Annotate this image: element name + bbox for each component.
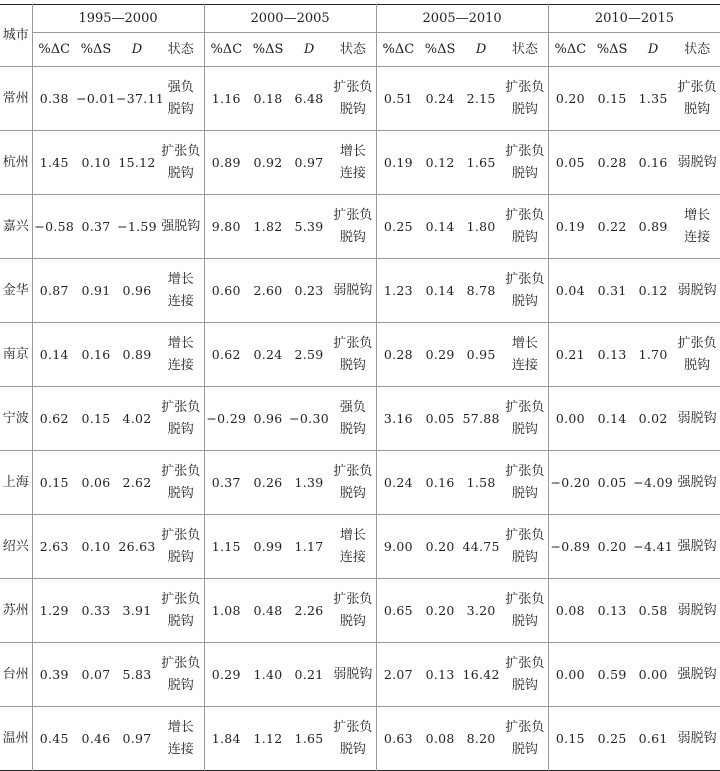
table-row xyxy=(0,387,720,451)
pct-delta-c-cell: 0.14 xyxy=(32,323,76,387)
table-row xyxy=(0,67,720,131)
state-cell: 弱脱钩 xyxy=(330,643,376,707)
pct-delta-c-cell: 0.63 xyxy=(383,730,413,746)
decoupling-index-cell: 0.21 xyxy=(288,643,330,707)
pct-delta-s-cell: 0.59 xyxy=(592,643,632,707)
state-cell: 扩张负 脱钩 xyxy=(502,131,548,195)
decoupling-index-cell: 44.75 xyxy=(460,515,502,579)
pct-delta-c-cell: 9.80 xyxy=(204,195,248,259)
pct-delta-c-header: %ΔC xyxy=(548,33,592,67)
pct-delta-c-cell: 0.45 xyxy=(39,730,69,746)
decoupling-index-cell: 2.26 xyxy=(288,579,330,643)
pct-delta-s-cell: 0.22 xyxy=(592,195,632,259)
pct-delta-c-cell: 0.25 xyxy=(376,195,420,259)
state-header: 状态 xyxy=(502,33,548,67)
pct-delta-c-cell: −0.58 xyxy=(32,195,76,259)
pct-delta-c-cell: 1.15 xyxy=(204,515,248,579)
pct-delta-s-cell: 0.14 xyxy=(420,259,460,323)
decoupling-index-cell: 0.12 xyxy=(632,259,674,323)
decoupling-index-cell: 2.62 xyxy=(116,451,158,515)
city-cell: 绍兴 xyxy=(0,515,32,579)
decoupling-index-cell: −4.41 xyxy=(632,515,674,579)
state-cell: 强负 脱钩 xyxy=(330,387,376,451)
decoupling-index-header: D xyxy=(460,33,502,67)
pct-delta-s-header: %ΔS xyxy=(592,33,632,67)
pct-delta-c-cell: 0.87 xyxy=(32,259,76,323)
state-cell: 增长 连接 xyxy=(330,131,376,195)
pct-delta-c-cell: 0.37 xyxy=(204,451,248,515)
decoupling-index-cell: 4.02 xyxy=(116,387,158,451)
state-cell: 扩张负 脱钩 xyxy=(158,387,204,451)
state-cell: 增长 连接 xyxy=(330,515,376,579)
decoupling-index-cell: 57.88 xyxy=(460,387,502,451)
state-cell: 增长 连接 xyxy=(158,323,204,387)
pct-delta-c-cell: −0.20 xyxy=(548,451,592,515)
pct-delta-s-cell: 0.20 xyxy=(420,579,460,643)
pct-delta-c-cell: 1.29 xyxy=(32,579,76,643)
decoupling-index-cell: 0.00 xyxy=(632,643,674,707)
state-cell: 弱脱钩 xyxy=(674,579,720,643)
pct-delta-c-header: %ΔC xyxy=(376,33,420,67)
state-cell: 扩张负 脱钩 xyxy=(674,323,720,387)
pct-delta-c-cell: 0.19 xyxy=(548,195,592,259)
state-cell: 扩张负 脱钩 xyxy=(674,67,720,131)
pct-delta-s-cell: 0.91 xyxy=(76,259,116,323)
state-cell: 弱脱钩 xyxy=(674,131,720,195)
pct-delta-s-cell: 0.15 xyxy=(592,67,632,131)
decoupling-index-cell: 0.58 xyxy=(632,579,674,643)
decoupling-index-cell: 8.78 xyxy=(460,259,502,323)
pct-delta-s-cell: 1.40 xyxy=(248,643,288,707)
pct-delta-c-cell: 0.28 xyxy=(376,323,420,387)
pct-delta-c-cell: 2.63 xyxy=(32,515,76,579)
pct-delta-c-cell: 0.05 xyxy=(548,131,592,195)
decoupling-index-cell: 0.95 xyxy=(460,323,502,387)
decoupling-index-header: D xyxy=(632,33,674,67)
pct-delta-c-cell: 0.00 xyxy=(548,387,592,451)
pct-delta-c-cell: −0.29 xyxy=(204,387,248,451)
pct-delta-c-cell: 1.08 xyxy=(204,579,248,643)
state-cell: 弱脱钩 xyxy=(674,259,720,323)
pct-delta-s-cell: 0.13 xyxy=(592,323,632,387)
state-cell: 扩张负 脱钩 xyxy=(158,131,204,195)
pct-delta-s-cell: 0.24 xyxy=(248,323,288,387)
decoupling-table xyxy=(0,4,720,771)
decoupling-index-cell: 2.59 xyxy=(288,323,330,387)
table-body xyxy=(0,67,720,771)
city-column-header: 城市 xyxy=(0,5,32,67)
pct-delta-s-cell: 0.29 xyxy=(420,323,460,387)
decoupling-index-cell: 1.35 xyxy=(632,67,674,131)
city-cell: 上海 xyxy=(0,451,32,515)
pct-delta-s-cell: 0.13 xyxy=(420,643,460,707)
city-cell: 苏州 xyxy=(0,579,32,643)
table-row xyxy=(0,323,720,387)
pct-delta-c-cell: 0.20 xyxy=(548,67,592,131)
pct-delta-s-cell: 2.60 xyxy=(248,259,288,323)
table-row xyxy=(0,515,720,579)
pct-delta-s-cell: 0.96 xyxy=(248,387,288,451)
state-cell: 弱脱钩 xyxy=(330,259,376,323)
pct-delta-c-cell: 3.16 xyxy=(376,387,420,451)
pct-delta-s-cell: 0.24 xyxy=(420,67,460,131)
period-header: 1995—2000 xyxy=(32,5,204,33)
pct-delta-c-cell: 0.15 xyxy=(555,730,585,746)
pct-delta-s-cell: 0.25 xyxy=(597,730,627,746)
decoupling-index-cell: 26.63 xyxy=(116,515,158,579)
pct-delta-c-cell: 0.21 xyxy=(548,323,592,387)
pct-delta-s-cell: 0.18 xyxy=(248,67,288,131)
decoupling-index-cell: −1.59 xyxy=(116,195,158,259)
state-cell: 扩张负 脱钩 xyxy=(330,451,376,515)
state-cell: 扩张负 脱钩 xyxy=(158,643,204,707)
pct-delta-s-cell: 0.31 xyxy=(592,259,632,323)
city-cell: 金华 xyxy=(0,259,32,323)
pct-delta-c-cell: 0.89 xyxy=(204,131,248,195)
decoupling-index-cell: 6.48 xyxy=(288,67,330,131)
period-header: 2000—2005 xyxy=(204,5,376,33)
pct-delta-s-cell: 1.82 xyxy=(248,195,288,259)
pct-delta-s-cell: 0.99 xyxy=(248,515,288,579)
decoupling-index-cell: 8.20 xyxy=(466,730,496,746)
decoupling-index-cell: 5.39 xyxy=(288,195,330,259)
decoupling-index-header: D xyxy=(116,33,158,67)
pct-delta-c-cell: 0.08 xyxy=(548,579,592,643)
pct-delta-c-cell: 1.84 xyxy=(211,730,241,746)
pct-delta-c-cell: 0.38 xyxy=(32,67,76,131)
pct-delta-s-header: %ΔS xyxy=(76,33,116,67)
state-cell: 扩张负 脱钩 xyxy=(502,707,548,771)
pct-delta-c-cell: 1.16 xyxy=(204,67,248,131)
decoupling-index-cell: 2.15 xyxy=(460,67,502,131)
pct-delta-s-cell: 0.16 xyxy=(420,451,460,515)
pct-delta-c-cell: 1.23 xyxy=(376,259,420,323)
pct-delta-c-cell: 0.04 xyxy=(548,259,592,323)
pct-delta-s-cell: 0.15 xyxy=(76,387,116,451)
pct-delta-s-cell: 0.28 xyxy=(592,131,632,195)
city-cell: 杭州 xyxy=(0,131,32,195)
decoupling-index-cell: 3.91 xyxy=(116,579,158,643)
decoupling-index-cell: 3.20 xyxy=(460,579,502,643)
table-row xyxy=(0,131,720,195)
city-cell: 温州 xyxy=(0,707,32,771)
pct-delta-s-cell: 0.92 xyxy=(248,131,288,195)
state-cell: 扩张负 脱钩 xyxy=(330,323,376,387)
decoupling-index-cell: 0.02 xyxy=(632,387,674,451)
pct-delta-c-cell: 0.60 xyxy=(204,259,248,323)
state-cell: 扩张负 脱钩 xyxy=(330,67,376,131)
city-cell: 台州 xyxy=(0,643,32,707)
decoupling-index-cell: −0.30 xyxy=(288,387,330,451)
pct-delta-s-cell: 0.10 xyxy=(76,515,116,579)
pct-delta-s-cell: 0.05 xyxy=(420,387,460,451)
decoupling-index-cell: 1.58 xyxy=(460,451,502,515)
decoupling-index-cell: 1.65 xyxy=(460,131,502,195)
state-cell: 扩张负 脱钩 xyxy=(158,451,204,515)
decoupling-index-cell: −4.09 xyxy=(632,451,674,515)
table-row xyxy=(0,451,720,515)
decoupling-index-cell: 0.89 xyxy=(116,323,158,387)
state-cell: 扩张负 脱钩 xyxy=(502,67,548,131)
pct-delta-c-cell: 0.62 xyxy=(204,323,248,387)
state-cell: 扩张负 脱钩 xyxy=(330,707,376,771)
pct-delta-c-header: %ΔC xyxy=(32,33,76,67)
decoupling-index-cell: 16.42 xyxy=(460,643,502,707)
pct-delta-s-cell: 0.08 xyxy=(425,730,455,746)
pct-delta-s-cell: 0.20 xyxy=(420,515,460,579)
decoupling-index-cell: 0.96 xyxy=(116,259,158,323)
pct-delta-c-cell: 0.62 xyxy=(32,387,76,451)
pct-delta-c-cell: 0.29 xyxy=(204,643,248,707)
state-header: 状态 xyxy=(674,33,720,67)
decoupling-index-cell: 5.83 xyxy=(116,643,158,707)
decoupling-index-cell: 1.80 xyxy=(460,195,502,259)
decoupling-index-cell: 0.97 xyxy=(122,730,152,746)
state-cell: 扩张负 脱钩 xyxy=(502,643,548,707)
state-cell: 扩张负 脱钩 xyxy=(502,579,548,643)
pct-delta-c-cell: 0.24 xyxy=(376,451,420,515)
pct-delta-s-cell: 0.48 xyxy=(248,579,288,643)
decoupling-table-container xyxy=(0,4,716,771)
city-cell: 嘉兴 xyxy=(0,195,32,259)
period-header: 2010—2015 xyxy=(548,5,720,33)
state-cell: 扩张负 脱钩 xyxy=(330,195,376,259)
table-row xyxy=(0,259,720,323)
pct-delta-c-cell: −0.89 xyxy=(548,515,592,579)
state-cell: 扩张负 脱钩 xyxy=(502,515,548,579)
decoupling-index-header: D xyxy=(288,33,330,67)
pct-delta-s-cell: 0.37 xyxy=(76,195,116,259)
decoupling-index-cell: 0.61 xyxy=(638,730,668,746)
state-cell: 扩张负 脱钩 xyxy=(330,579,376,643)
state-cell: 增长 连接 xyxy=(674,195,720,259)
pct-delta-c-cell: 0.39 xyxy=(32,643,76,707)
state-cell: 强脱钩 xyxy=(158,195,204,259)
pct-delta-c-cell: 0.51 xyxy=(376,67,420,131)
state-cell: 扩张负 脱钩 xyxy=(502,387,548,451)
city-cell: 宁波 xyxy=(0,387,32,451)
table-row xyxy=(0,643,720,707)
pct-delta-s-cell: 0.12 xyxy=(420,131,460,195)
state-cell: 弱脱钩 xyxy=(677,730,717,746)
period-header: 2005—2010 xyxy=(376,5,548,33)
state-header: 状态 xyxy=(158,33,204,67)
pct-delta-s-cell: 0.05 xyxy=(592,451,632,515)
decoupling-index-cell: 0.23 xyxy=(288,259,330,323)
pct-delta-s-cell: 0.20 xyxy=(592,515,632,579)
pct-delta-s-cell: 0.16 xyxy=(76,323,116,387)
decoupling-index-cell: 0.16 xyxy=(632,131,674,195)
pct-delta-s-cell: 0.10 xyxy=(76,131,116,195)
pct-delta-c-header: %ΔC xyxy=(204,33,248,67)
pct-delta-s-cell: 0.13 xyxy=(592,579,632,643)
pct-delta-c-cell: 0.65 xyxy=(376,579,420,643)
pct-delta-c-cell: 1.45 xyxy=(32,131,76,195)
pct-delta-s-cell: 0.14 xyxy=(592,387,632,451)
state-cell: 扩张负 脱钩 xyxy=(502,259,548,323)
pct-delta-s-cell: 0.26 xyxy=(248,451,288,515)
pct-delta-s-cell: 1.12 xyxy=(253,730,283,746)
state-cell: 强脱钩 xyxy=(674,643,720,707)
table-row xyxy=(0,195,720,259)
state-cell: 弱脱钩 xyxy=(674,387,720,451)
decoupling-index-cell: 1.17 xyxy=(288,515,330,579)
table-row xyxy=(0,707,720,771)
pct-delta-s-cell: 0.07 xyxy=(76,643,116,707)
decoupling-index-cell: −37.11 xyxy=(116,67,158,131)
table-row xyxy=(0,579,720,643)
state-cell: 增长 连接 xyxy=(158,707,204,771)
pct-delta-s-cell: 0.14 xyxy=(420,195,460,259)
pct-delta-c-cell: 0.00 xyxy=(548,643,592,707)
decoupling-index-cell: 1.39 xyxy=(288,451,330,515)
decoupling-index-cell: 15.12 xyxy=(116,131,158,195)
state-cell: 扩张负 脱钩 xyxy=(158,515,204,579)
city-cell: 常州 xyxy=(0,67,32,131)
decoupling-index-cell: 0.97 xyxy=(288,131,330,195)
state-header: 状态 xyxy=(330,33,376,67)
pct-delta-c-cell: 0.15 xyxy=(32,451,76,515)
state-cell: 增长 连接 xyxy=(502,323,548,387)
state-cell: 扩张负 脱钩 xyxy=(502,195,548,259)
pct-delta-s-cell: 0.33 xyxy=(76,579,116,643)
state-cell: 强负 脱钩 xyxy=(158,67,204,131)
state-cell: 强脱钩 xyxy=(674,515,720,579)
state-cell: 扩张负 脱钩 xyxy=(158,579,204,643)
pct-delta-c-cell: 2.07 xyxy=(376,643,420,707)
pct-delta-s-cell: −0.01 xyxy=(76,67,116,131)
pct-delta-c-cell: 9.00 xyxy=(376,515,420,579)
pct-delta-c-cell: 0.19 xyxy=(376,131,420,195)
city-cell: 南京 xyxy=(0,323,32,387)
pct-delta-s-cell: 0.06 xyxy=(76,451,116,515)
state-cell: 扩张负 脱钩 xyxy=(502,451,548,515)
pct-delta-s-cell: 0.46 xyxy=(81,730,111,746)
decoupling-index-cell: 1.70 xyxy=(632,323,674,387)
pct-delta-s-header: %ΔS xyxy=(420,33,460,67)
decoupling-index-cell: 0.89 xyxy=(632,195,674,259)
table-header xyxy=(0,5,720,67)
pct-delta-s-header: %ΔS xyxy=(248,33,288,67)
state-cell: 增长 连接 xyxy=(158,259,204,323)
state-cell: 强脱钩 xyxy=(674,451,720,515)
decoupling-index-cell: 1.65 xyxy=(294,730,324,746)
